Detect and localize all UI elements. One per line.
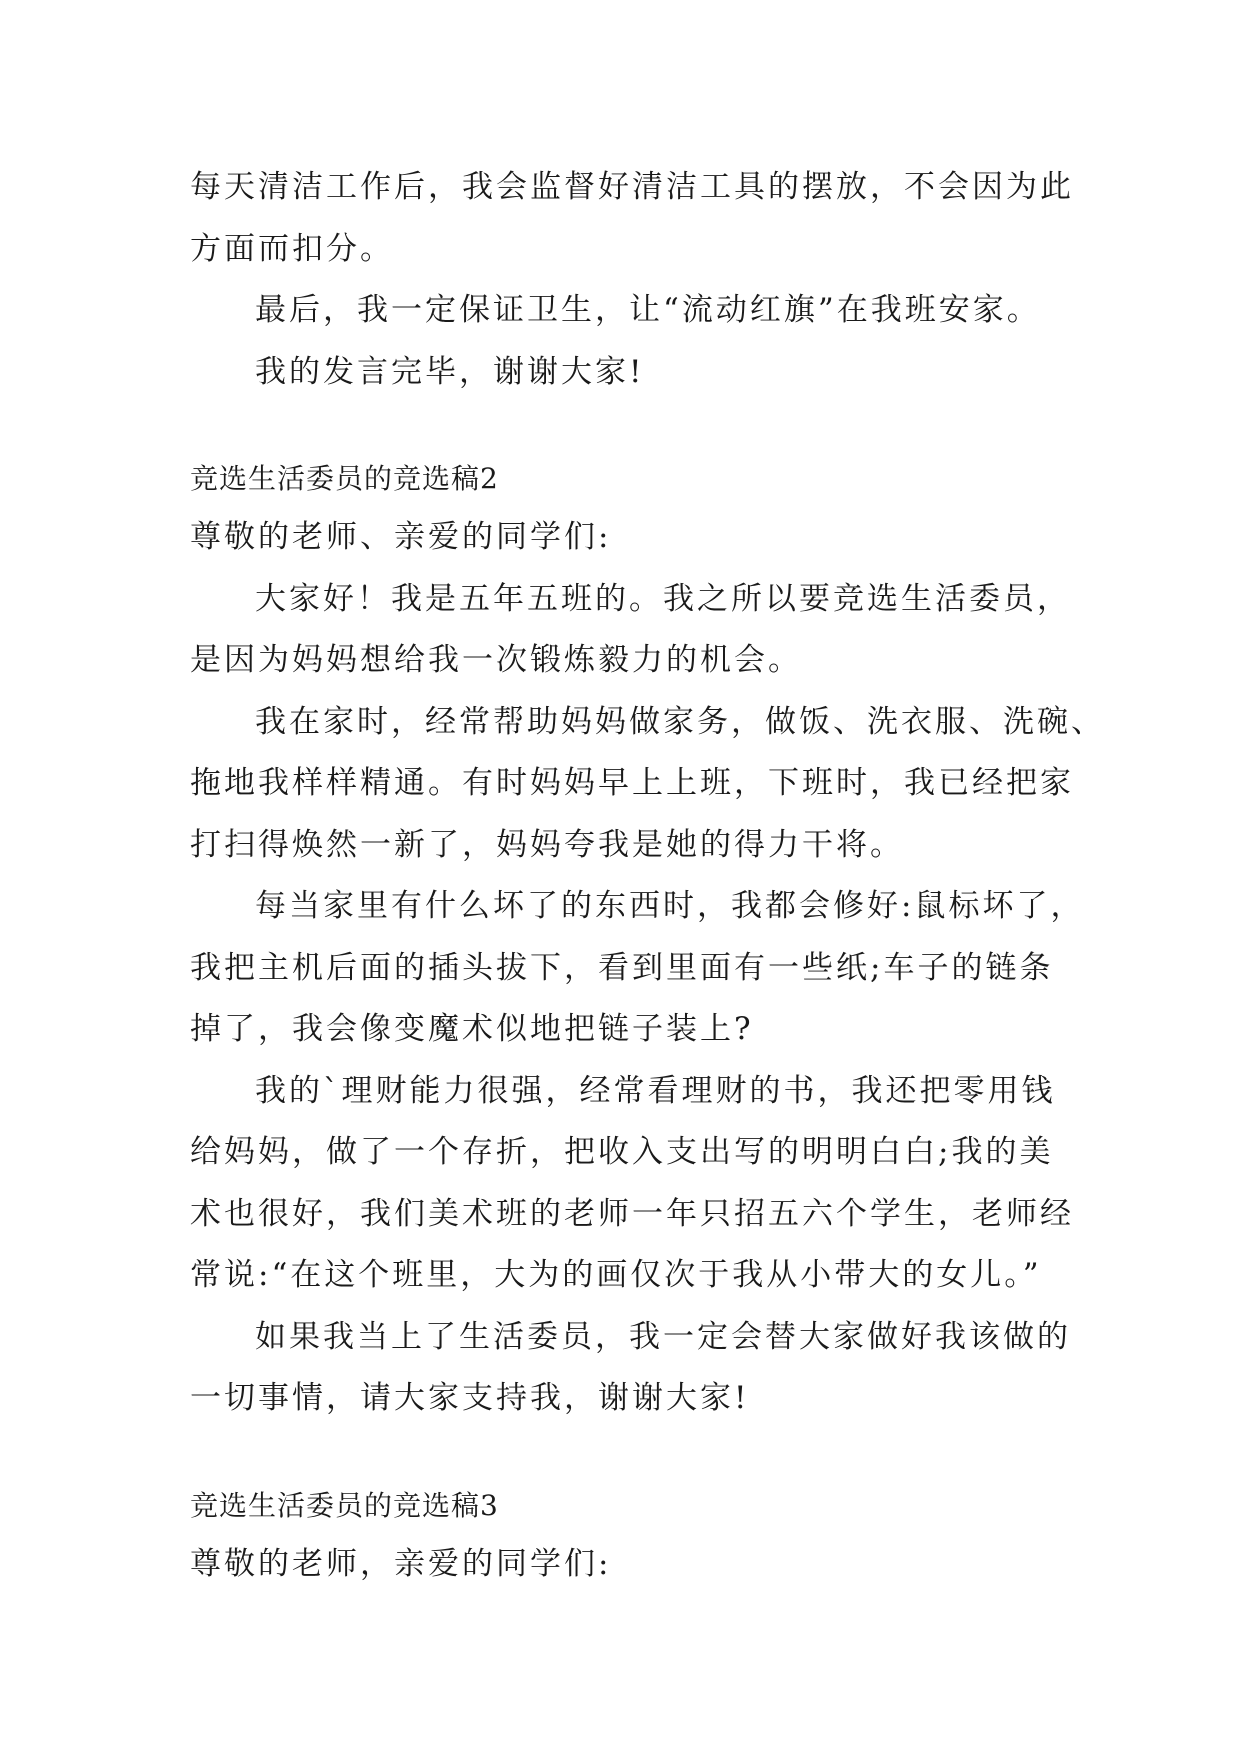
paragraph-line: 是因为妈妈想给我一次锻炼毅力的机会。 bbox=[190, 642, 802, 678]
section-heading: 竞选生活委员的竞选稿3 bbox=[190, 1488, 499, 1522]
paragraph-line: 如果我当上了生活委员，我一定会替大家做好我该做的 bbox=[255, 1318, 1071, 1355]
section-spacer bbox=[190, 403, 1060, 451]
paragraph-line: 术也很好，我们美术班的老师一年只招五六个学生，老师经 bbox=[190, 1195, 1074, 1232]
paragraph-line: 我把主机后面的插头拔下，看到里面有一些纸;车子的链条 bbox=[190, 949, 1054, 986]
paragraph-line: 方面而扣分。 bbox=[190, 230, 394, 267]
paragraph-line: 每当家里有什么坏了的东西时，我都会修好:鼠标坏了， bbox=[255, 888, 1085, 924]
paragraph-line: 一切事情，请大家支持我，谢谢大家! bbox=[190, 1380, 750, 1416]
paragraph-line: 我的发言完毕，谢谢大家! bbox=[255, 353, 645, 390]
paragraph-line: 拖地我样样精通。有时妈妈早上上班，下班时，我已经把家 bbox=[190, 765, 1074, 801]
section-heading: 竞选生活委员的竞选稿2 bbox=[190, 462, 499, 495]
paragraph-line: 最后，我一定保证卫生，让“流动红旗”在我班安家。 bbox=[255, 292, 1041, 328]
paragraph-line: 常说:“在这个班里，大为的画仅次于我从小带大的女儿。” bbox=[190, 1257, 1042, 1293]
paragraph-line: 每天清洁工作后，我会监督好清洁工具的摆放，不会因为此 bbox=[190, 169, 1074, 205]
paragraph-line: 大家好！我是五年五班的。我之所以要竞选生活委员， bbox=[255, 580, 1071, 617]
paragraph-line: 我在家时，经常帮助妈妈做家务，做饭、洗衣服、洗碗、 bbox=[255, 703, 1105, 740]
paragraph-line: 给妈妈，做了一个存折，把收入支出写的明明白白;我的美 bbox=[190, 1134, 1054, 1170]
greeting-line: 尊敬的老师、亲爱的同学们: bbox=[190, 519, 612, 555]
section-spacer bbox=[190, 1430, 1060, 1478]
paragraph-line: 打扫得焕然一新了，妈妈夸我是她的得力干将。 bbox=[190, 826, 904, 863]
paragraph-line: 掉了，我会像变魔术似地把链子装上? bbox=[190, 1011, 754, 1047]
greeting-line: 尊敬的老师，亲爱的同学们: bbox=[190, 1545, 612, 1582]
paragraph-line: 我的`理财能力很强，经常看理财的书，我还把零用钱 bbox=[255, 1072, 1056, 1109]
document-body bbox=[190, 157, 1105, 1595]
